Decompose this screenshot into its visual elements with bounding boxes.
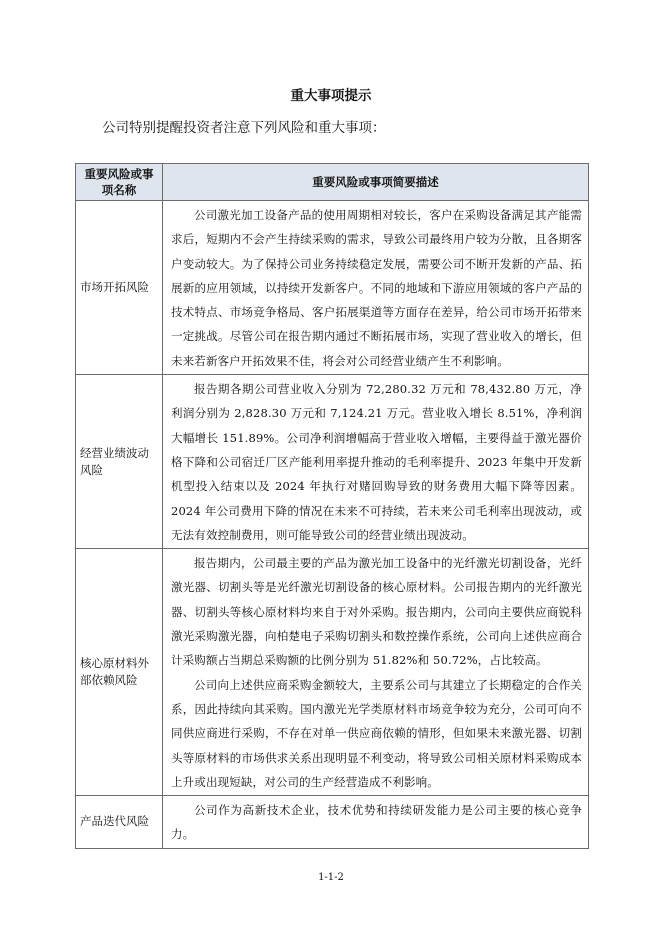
- header-risk-name: 重要风险或事项名称: [76, 164, 163, 201]
- risk-name: 产品迭代风险: [76, 796, 163, 849]
- description-paragraph: 公司向上述供应商采购金额较大，主要系公司与其建立了长期稳定的合作关系，因此持续向其采购。国内激光光学类原材料市场竞争较为充分，公司可向不同供应商进行采购，不存在对单一供应商依赖的情形，但如果未来激光器、切割头等原材料的市场供求关系出现明显不利变动，将导致公司相关原材料采购成本上升或出现短缺，对公司的生产经营造成不利影响。: [171, 677, 582, 789]
- risk-description: [163, 201, 589, 375]
- risk-name: 经营业绩波动风险: [76, 375, 163, 549]
- description-paragraph: 报告期各期公司营业收入分别为 72,280.32 万元和 78,432.80 万元，净利润分别为 2,828.30 万元和 7,124.21 万元。营业收入增长 8.51%，净利润大幅增长 151.89%。公司净利润增幅高于营业收入增幅，主要得益于激光器价格下降和公司宿迁厂区产能利用率提升推动的毛利率提升、2023 年集中开发新机型投入结束以及 2024 年执行对赌回购导致的财务费用大幅下降等因素。2024 年公司费用下降的情况在未来不可持续，若未来公司毛利率出现波动，或无法有效控制费用，则可能导致公司的经营业绩出现波动。: [171, 382, 582, 542]
- intro-text: 公司特别提醒投资者注意下列风险和重大事项：: [102, 120, 386, 136]
- table-header-row: [76, 164, 589, 201]
- table-row: [76, 796, 589, 849]
- risk-table: [75, 163, 589, 849]
- page-title: 重大事项提示: [290, 88, 372, 104]
- header-risk-description: 重要风险或事项简要描述: [163, 164, 589, 201]
- table-row: [76, 201, 589, 375]
- description-paragraph: 报告期内，公司最主要的产品为激光加工设备中的光纤激光切割设备，光纤激光器、切割头等是光纤激光切割设备的核心原材料。公司报告期内的光纤激光器、切割头等核心原材料均来自于对外采购。报告期内，公司向主要供应商锐科激光采购激光器，向柏楚电子采购切割头和数控操作系统，公司向上述供应商合计采购额占当期总采购额的比例分别为 51.82%和 50.72%，占比较高。: [171, 556, 582, 668]
- risk-name: 市场开拓风险: [76, 201, 163, 375]
- table-row: [76, 549, 589, 796]
- table-row: [76, 375, 589, 549]
- risk-description: [163, 375, 589, 549]
- risk-description: [163, 549, 589, 796]
- description-paragraph: 公司作为高新技术企业，技术优势和持续研发能力是公司主要的核心竞争力。: [171, 803, 582, 842]
- risk-name: 核心原材料外部依赖风险: [76, 549, 163, 796]
- page-number: 1-1-2: [318, 872, 344, 883]
- risk-description: [163, 796, 589, 849]
- description-paragraph: 公司激光加工设备产品的使用周期相对较长，客户在采购设备满足其产能需求后，短期内不会产生持续采购的需求，导致公司最终用户较为分散，且各期客户变动较大。为了保持公司业务持续稳定发展，需要公司不断开发新的产品、拓展新的应用领域，以持续开发新客户。不同的地域和下游应用领域的客户产品的技术特点、市场竞争格局、客户拓展渠道等方面存在差异，给公司市场开拓带来一定挑战。尽管公司在报告期内通过不断拓展市场，实现了营业收入的增长，但未来若新客户开拓效果不佳，将会对公司经营业绩产生不利影响。: [171, 208, 582, 368]
